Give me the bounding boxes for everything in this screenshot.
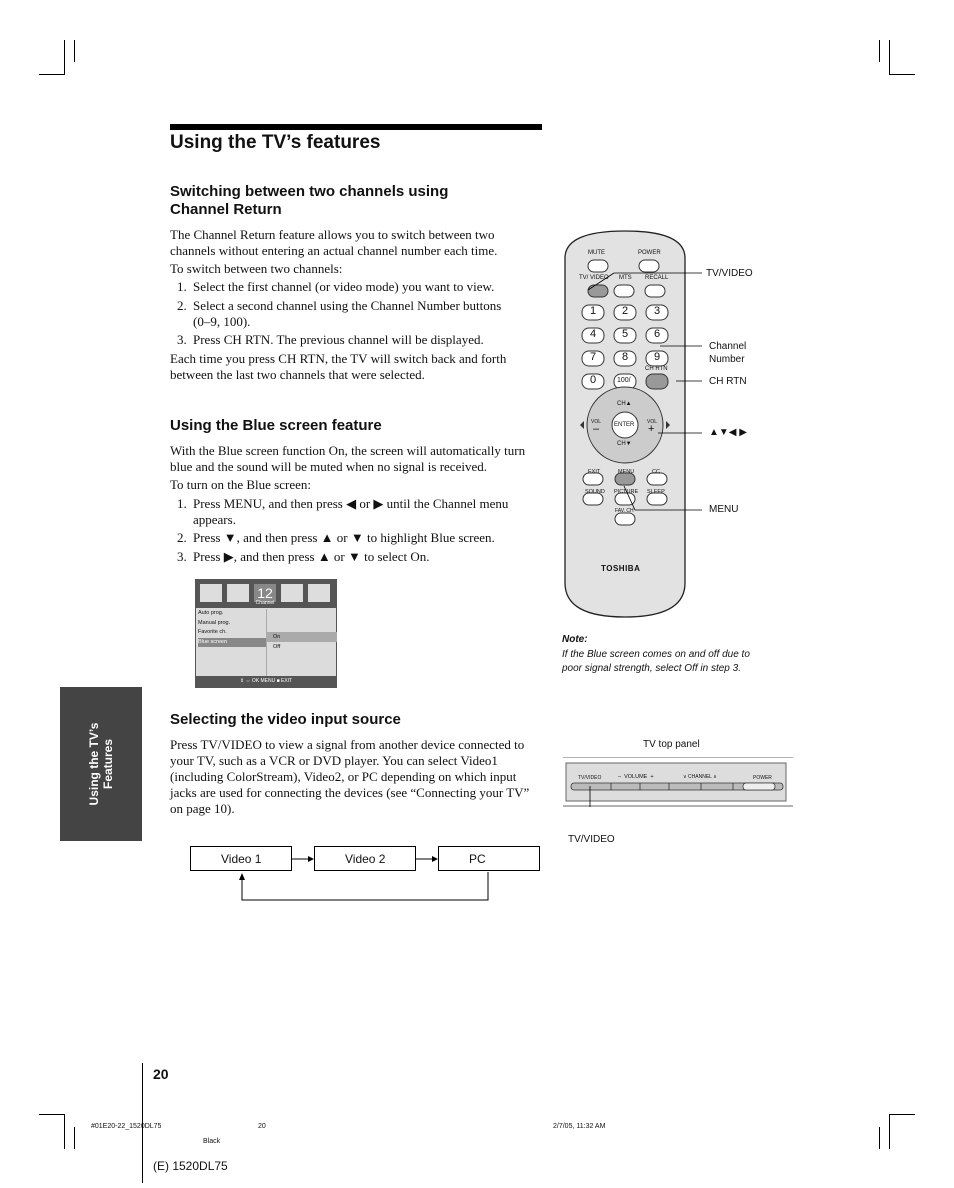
remote-vol-left-label: VOL (591, 419, 602, 425)
callout-arrows: ▲▼◀ ▶ (709, 427, 747, 438)
flow-arrows (180, 840, 550, 910)
remote-digit-2[interactable]: 2 (622, 305, 629, 317)
remote-power-label: POWER (638, 250, 661, 256)
remote-enter-label: ENTER (614, 422, 635, 428)
remote-callout-lines (580, 260, 710, 520)
flow-box-video2: Video 2 (314, 846, 416, 871)
remote-recall-label: RECALL (645, 275, 669, 281)
blue-screen-step-1: 1. Press MENU, and then press ◀ or ▶ until the Channel menu appears. (177, 496, 509, 527)
channel-icon: 12 (254, 584, 276, 602)
remote-sleep-label: SLEEP (647, 489, 665, 495)
panel-tv-video-callout: TV/VIDEO (568, 834, 615, 845)
note-title: Note: (562, 634, 588, 645)
menu-item-auto-prog: Auto prog. (198, 610, 224, 616)
menu-item-favorite-ch: Favorite ch. (198, 629, 227, 635)
page-number: 20 (153, 1066, 169, 1082)
section-heading-blue-screen: Using the Blue screen feature (170, 417, 382, 434)
panel-volume-label: – VOLUME + (618, 774, 654, 780)
remote-digit-4[interactable]: 4 (590, 328, 597, 340)
video-input-body: Press TV/VIDEO to view a signal from another device connected to your TV, such as a VCR or DVD player. You can select Video1 (including ColorStream), Video2, or PC depending on which input jacks are used for connecting the devices (see “Connecting your TV” on page 10). (170, 737, 530, 816)
panel-channel-label: ∨ CHANNEL ∧ (683, 774, 717, 780)
channel-return-intro: The Channel Return feature allows you to switch between two channels without entering an actual channel number each time. (170, 227, 498, 258)
crop-mark (64, 1114, 65, 1149)
section-heading-video-input: Selecting the video input source (170, 711, 401, 728)
remote-digit-0[interactable]: 0 (590, 374, 597, 386)
crop-mark (889, 1114, 890, 1149)
menu-icon-bar (196, 580, 336, 608)
section-heading-channel-return: Switching between two channels using Channel Return (170, 183, 449, 218)
remote-sound-label: SOUND (585, 489, 605, 495)
menu-item-manual-prog: Manual prog. (198, 619, 231, 626)
model-number: (E) 1520DL75 (153, 1159, 228, 1173)
side-tab-label: Using the TV’s Features (87, 722, 115, 806)
crop-mark (74, 40, 75, 62)
tv-top-panel (563, 757, 793, 807)
footer-color: Black (203, 1138, 221, 1145)
menu-tab-label: Channel (255, 600, 275, 606)
menu-option-on: On (273, 634, 281, 640)
top-panel-caption: TV top panel (643, 739, 700, 750)
channel-menu-screenshot (195, 579, 337, 688)
title-rule (170, 124, 542, 130)
remote-digit-7[interactable]: 7 (590, 351, 597, 363)
channel-return-step-1: 1. Select the first channel (or video mode) you want to view. (177, 279, 495, 294)
remote-ch-up-label: CH▲ (617, 401, 632, 407)
crop-mark (890, 74, 915, 75)
blue-screen-lead: To turn on the Blue screen: (170, 477, 311, 492)
crop-mark (74, 1127, 75, 1149)
remote-mute-label: MUTE (588, 250, 605, 256)
remote-minus-label: – (593, 423, 600, 435)
panel-power-label: POWER (753, 775, 772, 781)
remote-digit-8[interactable]: 8 (622, 351, 629, 363)
note-body: If the Blue screen comes on and off due to poor signal strength, select Off in step 3. (562, 649, 750, 674)
callout-menu: MENU (709, 504, 739, 515)
channel-return-step-2: 2. Select a second channel using the Channel Number buttons (0–9, 100). (177, 298, 502, 329)
menu-item-list (198, 609, 266, 647)
pc-icon (308, 584, 330, 602)
callout-tv-video: TV/VIDEO (706, 268, 753, 279)
channel-return-step-3: 3. Press CH RTN. The previous channel will be displayed. (177, 332, 484, 347)
remote-digit-6[interactable]: 6 (654, 328, 661, 340)
audio-icon (227, 584, 249, 602)
crop-mark (879, 1127, 880, 1149)
remote-mts-label: MTS (619, 275, 632, 281)
footer-file: #01E20-22_1520DL75 (91, 1123, 162, 1130)
footer-page: 20 (258, 1123, 266, 1130)
crop-mark (889, 40, 890, 75)
remote-plus-label: + (648, 423, 655, 435)
flow-box-video1: Video 1 (190, 846, 292, 871)
crop-mark (39, 1114, 64, 1115)
blue-screen-step-3: 3. Press ▶, and then press ▲ or ▼ to select On. (177, 549, 430, 564)
remote-ch-down-label: CH▼ (617, 441, 632, 447)
remote-digit-3[interactable]: 3 (654, 305, 661, 317)
setup-icon (281, 584, 303, 602)
side-tab (60, 687, 142, 841)
callout-channel-number: Channel Number (709, 341, 747, 365)
remote-digit-100[interactable]: 100/ (617, 377, 631, 384)
remote-exit-label: EXIT (588, 469, 601, 475)
menu-options-panel (266, 609, 337, 677)
flow-box-pc: PC (438, 846, 540, 871)
remote-cc-label: CC (652, 469, 660, 475)
crop-mark (39, 74, 64, 75)
menu-option-off: Off (273, 644, 281, 650)
remote-fav-ch-label: FAV. CH (615, 508, 634, 514)
remote-brand-logo: TOSHIBA (601, 564, 641, 573)
picture-icon (200, 584, 222, 602)
callout-ch-rtn: CH RTN (709, 376, 747, 387)
blue-screen-intro: With the Blue screen function On, the screen will automatically turn blue and the sound will be muted when no signal is received. (170, 443, 526, 474)
channel-return-outro: Each time you press CH RTN, the TV will switch back and forth between the last two channels that were selected. (170, 351, 507, 382)
blue-screen-step-2: 2. Press ▼, and then press ▲ or ▼ to highlight Blue screen. (177, 530, 495, 545)
remote-digit-5[interactable]: 5 (622, 328, 629, 340)
panel-tv-video-label: TV/VIDEO (578, 775, 602, 781)
footer-date: 2/7/05, 11:32 AM (553, 1123, 606, 1130)
remote-menu-label: MENU (618, 469, 635, 475)
remote-tv-video-label: TV/ VIDEO (579, 275, 609, 281)
remote-vol-right-label: VOL (647, 419, 658, 425)
crop-mark (879, 40, 880, 62)
remote-digit-9[interactable]: 9 (654, 351, 661, 363)
menu-footer: ⇕ ⇔ OK MENU ■ EXIT (196, 676, 336, 687)
crop-mark (890, 1114, 915, 1115)
remote-picture-label: PICTURE (614, 489, 639, 495)
page-title: Using the TV’s features (170, 132, 381, 153)
remote-digit-1[interactable]: 1 (590, 305, 597, 317)
remote-ch-rtn-label: CH RTN (645, 366, 668, 372)
menu-item-blue-screen: Blue screen (198, 638, 266, 648)
crop-mark (64, 40, 65, 75)
channel-return-lead: To switch between two channels: (170, 261, 343, 276)
